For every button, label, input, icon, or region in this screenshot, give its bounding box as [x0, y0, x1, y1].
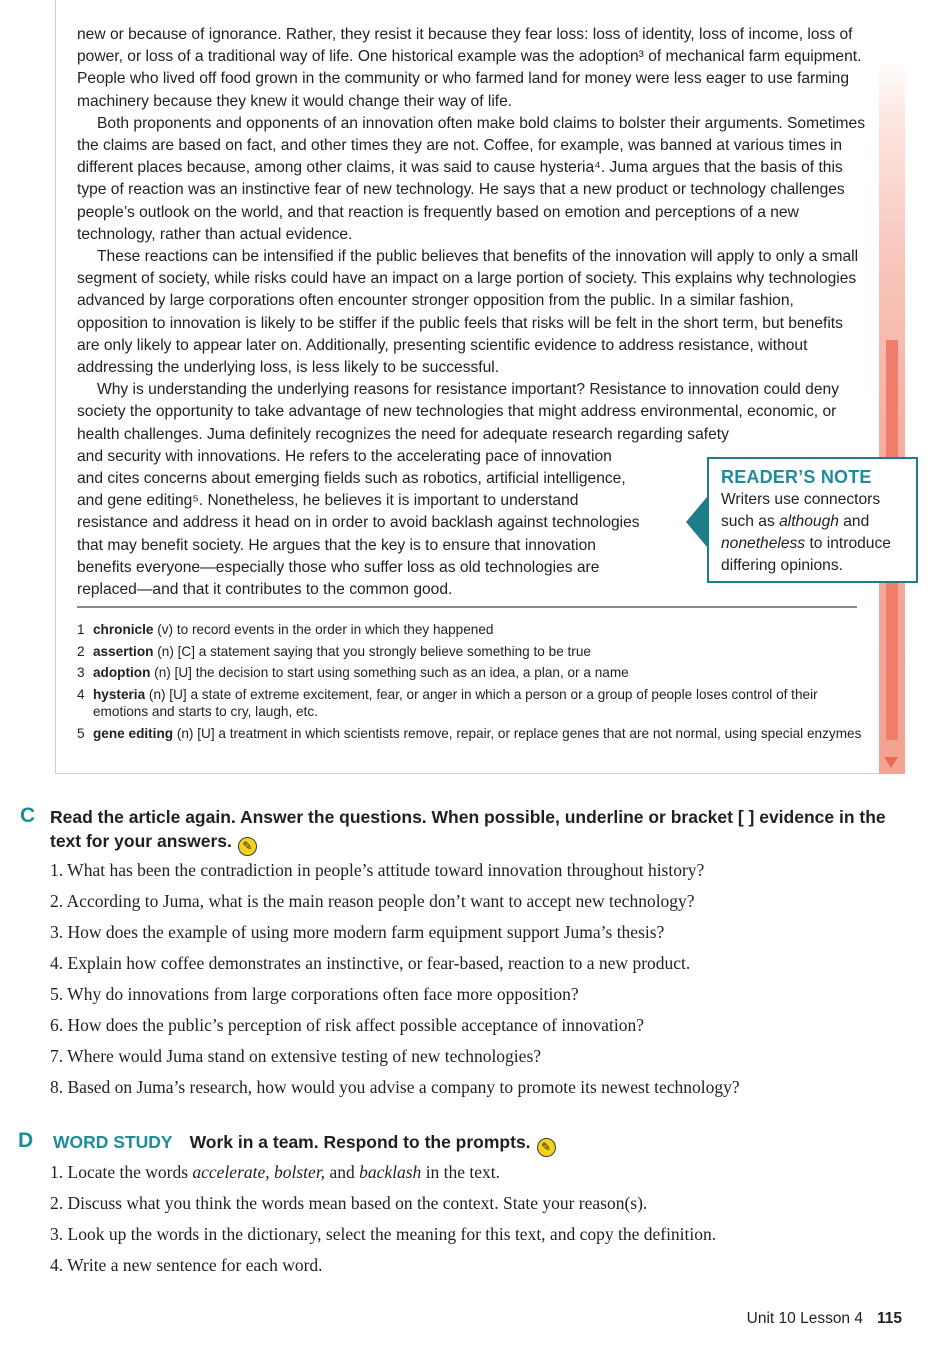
question-item: 5. Why do innovations from large corporations often face more opposition? [50, 984, 579, 1004]
readers-note-emphasis: although [779, 513, 839, 530]
readers-note-title: READER’S NOTE [721, 467, 872, 487]
glossary-item [77, 643, 867, 661]
article-paragraph-continued [77, 446, 677, 601]
glossary-definition: (n) [C] a statement saying that you strongly believe something to be true [153, 643, 591, 659]
article-line: and security with innovations. He refers to the accelerating pace of innovation [77, 447, 612, 465]
glossary-number: 2 [77, 643, 85, 659]
article-paragraph: Both proponents and opponents of an innovation often make bold claims to bolster their arguments. Sometimes the claims are based on fact, and other times they are not. Coffee, for example, was banned at various times in different places because, among other claims, it was said to cause hysteria⁴. Juma argues that the basis of this type of reaction was an instinctive fear of new technology. He says that a new product or technology challenges people’s outlook on the world, and that reaction is frequently based on emotion and perceptions of a new technology, rather than actual evidence. [77, 114, 866, 243]
glossary-definition: (n) [U] a treatment in which scientists remove, repair, or replace genes that are not normal, using special enzymes [173, 725, 862, 741]
page-footer [747, 1310, 902, 1328]
page-number: 115 [876, 1310, 902, 1327]
prompt-item [50, 1157, 716, 1188]
glossary-term: chronicle [93, 622, 154, 637]
pencil-icon: ✎ [238, 837, 257, 856]
readers-note-text-part: to introduce differing opinions. [721, 535, 891, 574]
prompt-text: and [325, 1162, 360, 1182]
glossary-number: 5 [77, 725, 85, 741]
section-d-letter: D [18, 1129, 34, 1152]
glossary-term: gene editing [93, 725, 174, 741]
glossary-divider [77, 606, 857, 608]
article-line: and gene editing⁵. Nonetheless, he believes it is important to understand [77, 492, 579, 510]
glossary-item [77, 686, 867, 721]
readers-note-text-part: and [838, 513, 870, 530]
unit-lesson-label: Unit 10 Lesson 4 [746, 1310, 863, 1327]
glossary-number: 3 [77, 665, 85, 680]
article-line: that may benefit society. He argues that the key is to ensure that innovation [77, 536, 596, 554]
scroll-down-arrow-icon[interactable] [884, 757, 898, 768]
article-line: benefits everyone—especially those who suffer loss as old technologies are [77, 558, 600, 576]
question-item: 7. Where would Juma stand on extensive testing of new technologies? [50, 1046, 542, 1066]
glossary-definition: (n) [U] the decision to start using something such as an idea, a plan, or a name [150, 665, 629, 680]
pencil-icon: ✎ [537, 1138, 556, 1157]
word-study-label: WORD STUDY [53, 1132, 173, 1152]
readers-note-text [721, 489, 916, 577]
article-paragraph: Why is understanding the underlying reasons for resistance important? Resistance to innovation could deny society the opportunity to take advantage of new technologies that might address environmental, economic, or health challenges. Juma definitely recognizes the need for adequate research regarding safety [77, 381, 839, 443]
scrollbar-top-blank [879, 0, 905, 60]
article-paragraph: new or because of ignorance. Rather, they resist it because they fear loss: loss of identity, loss of income, loss of power, or loss of a traditional way of life. One historical example was the adoption³ of mechanical farm equipment. People who lived off food grown in the community or who farmed land for money were less eager to use farming machinery because they knew it would change their way of life. [77, 26, 862, 110]
readers-note-emphasis: nonetheless [721, 535, 806, 552]
glossary-number: 4 [77, 686, 85, 702]
glossary-definition: (n) [U] a state of extreme excitement, fear, or anger in which a person or a group of people loses control of their emotions and starts to cry, laugh, etc. [93, 686, 818, 719]
prompt-item: 2. Discuss what you think the words mean based on the context. State your reason(s). [50, 1193, 648, 1213]
glossary-term: hysteria [93, 686, 146, 702]
question-item: 4. Explain how coffee demonstrates an instinctive, or fear-based, reaction to a new product. [50, 953, 691, 973]
section-c-letter: C [20, 804, 36, 827]
glossary-definition: (v) to record events in the order in which they happened [153, 622, 494, 637]
section-d-prompts [50, 1157, 716, 1281]
prompt-italic-words: backlash [359, 1162, 422, 1182]
glossary-term: assertion [93, 643, 154, 659]
glossary-item [77, 621, 867, 639]
question-item: 3. How does the example of using more modern farm equipment support Juma’s thesis? [50, 922, 665, 942]
prompt-item: 4. Write a new sentence for each word. [50, 1255, 323, 1275]
glossary [77, 621, 867, 746]
prompt-text: 1. Locate the words [50, 1162, 193, 1182]
readers-note [707, 457, 918, 583]
prompt-text: in the text. [421, 1162, 501, 1182]
section-d-instruction: Work in a team. Respond to the prompts. [189, 1132, 531, 1152]
section-d-heading [53, 1130, 913, 1157]
question-item: 8. Based on Juma’s research, how would you advise a company to promote its newest technology? [50, 1077, 740, 1097]
article-line: replaced—and that it contributes to the common good. [77, 581, 453, 599]
article-line: and cites concerns about emerging fields such as robotics, artificial intelligence, [77, 470, 626, 488]
glossary-term: adoption [93, 665, 151, 680]
question-item: 1. What has been the contradiction in people’s attitude toward innovation throughout history? [50, 860, 705, 880]
question-item: 2. According to Juma, what is the main reason people don’t want to accept new technology? [50, 891, 695, 911]
article-paragraph: These reactions can be intensified if the public believes that benefits of the innovation will apply to only a small segment of society, while risks could have an impact on a large portion of society. This explains why technologies advanced by large corporations often encounter stronger opposition from the public. In a similar fashion, opposition to innovation is likely to be stiffer if the public feels that risks will be felt in the short term, but benefits are only likely to appear later on. Additionally, presenting scientific evidence to address resistance, without addressing the underlying loss, is less likely to be successful. [77, 248, 859, 377]
prompt-item: 3. Look up the words in the dictionary, select the meaning for this text, and copy the definition. [50, 1224, 717, 1244]
section-c-instruction [50, 805, 910, 856]
glossary-number: 1 [77, 622, 85, 637]
glossary-item [77, 664, 867, 682]
glossary-item [77, 725, 867, 743]
prompt-italic-words: accelerate, bolster, [192, 1162, 326, 1182]
section-c-questions [50, 855, 740, 1103]
article-line: resistance and address it head on in order to avoid backlash against technologies [77, 514, 640, 532]
section-c-instruction-text: Read the article again. Answer the questions. When possible, underline or bracket [ ] evidence in the text for your answers. [50, 807, 886, 851]
callout-pointer-icon [686, 497, 707, 547]
question-item: 6. How does the public’s perception of risk affect possible acceptance of innovation? [50, 1015, 645, 1035]
readers-note-text-part: Writers use connectors such as [721, 491, 881, 530]
